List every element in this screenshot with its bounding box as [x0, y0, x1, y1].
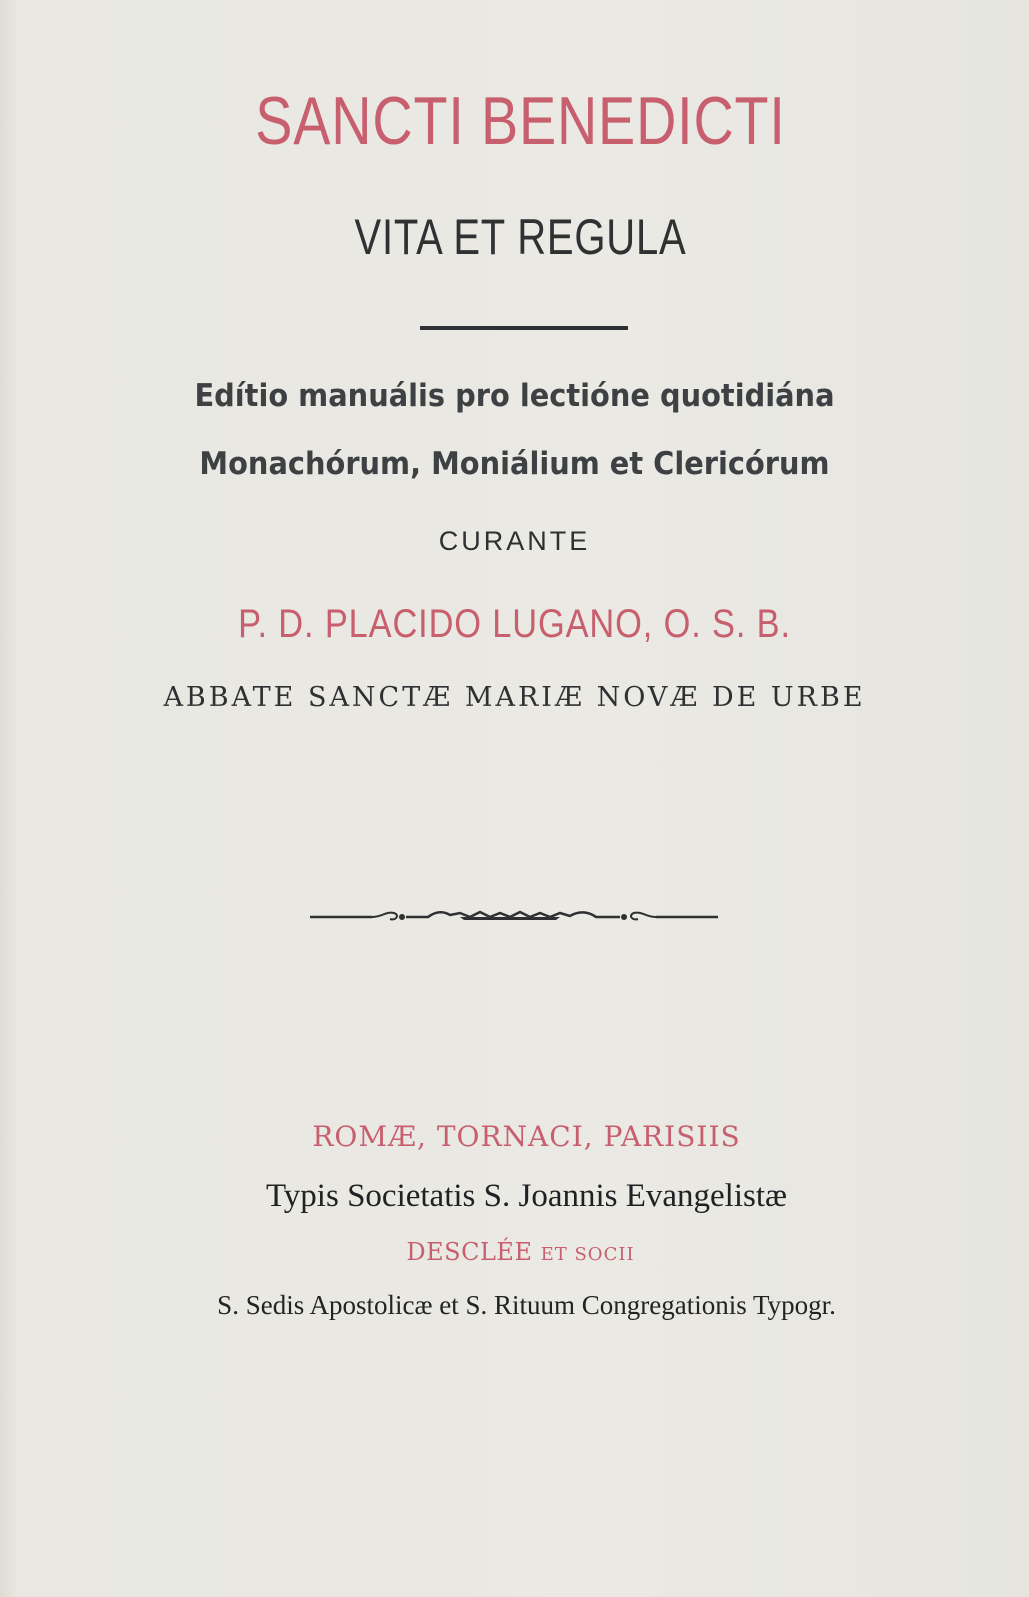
book-subtitle: VITA ET REGULA [354, 209, 687, 265]
imprint-typis: Typis Societatis S. Joannis Evangelistæ [265, 1178, 788, 1214]
edition-line-2: Monachórum, Moniálium et Clericórum [199, 446, 830, 482]
author-title: ABBATE SANCTÆ MARIÆ NOVÆ DE URBE [163, 682, 866, 713]
imprint-publisher [6, 1238, 1029, 1266]
publisher-name: DESCLÉE [406, 1238, 533, 1266]
publisher-suffix: ET SOCII [540, 1244, 635, 1265]
imprint-places: ROMÆ, TORNACI, PARISIIS [312, 1120, 741, 1153]
author-name: P. D. PLACIDO LUGANO, O. S. B. [238, 602, 791, 646]
imprint-sedis: S. Sedis Apostolicæ et S. Rituum Congregationis Typogr. [217, 1290, 836, 1320]
edition-line-1: Edítio manuális pro lectióne quotidiána [194, 378, 835, 414]
ornament-divider-icon [310, 905, 718, 929]
curante-label: CURANTE [438, 526, 591, 556]
book-title: SANCTI BENEDICTI [255, 83, 786, 159]
title-rule [420, 326, 628, 330]
